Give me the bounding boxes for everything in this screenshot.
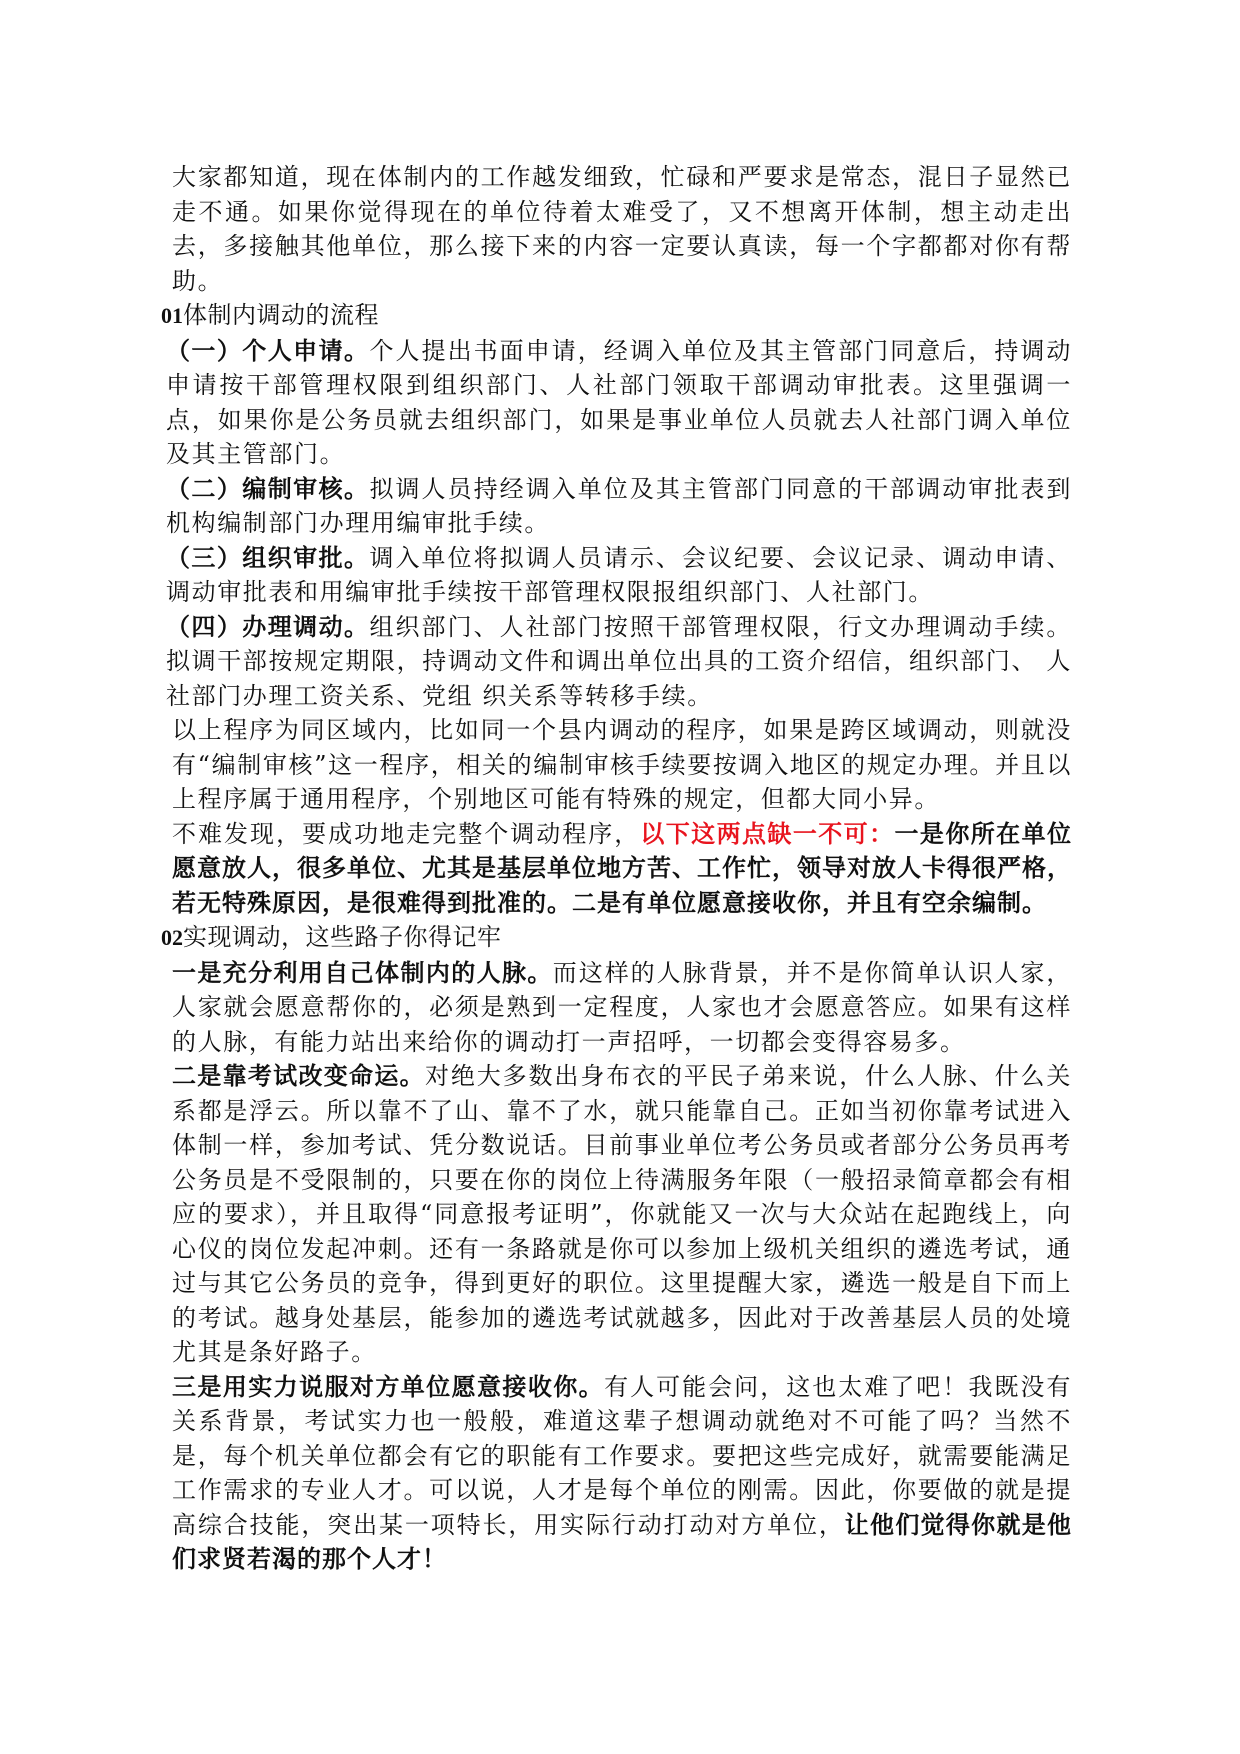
conclusion-paragraph (172, 817, 1072, 921)
step-text: 组织部门、人社部门按照干部管理权限，行文办理调动手续。拟调干部按规定期限，持调动文件和调出单位出具的工资介绍信，组织部门、 人社部门办理工资关系、党组 织关系等转移手续。 (166, 612, 1072, 710)
step-text: 个人提出书面申请，经调入单位及其主管部门同意后，持调动申请按干部管理权限到组织部门、人社部门领取干部调动审批表。这里强调一点，如果你是公务员就去组织部门，如果是事业单位人员就去人社部门调入单位及其主管部门。 (166, 336, 1072, 468)
method-text: 而这样的人脉背景，并不是你简单认识人家，人家就会愿意帮你的，必须是熟到一定程度，人家也才会愿意答应。如果有这样的人脉，有能力站出来给你的调动打一声招呼，一切都会变得容易多。 (172, 958, 1072, 1056)
step-label: （四）办理调动。 (166, 612, 370, 641)
section-heading-2 (161, 920, 1072, 956)
method-text: 对绝大多数出身布衣的平民子弟来说，什么人脉、什么关系都是浮云。所以靠不了山、靠不了水，就只能靠自己。正如当初你靠考试进入体制一样，参加考试、凭分数说话。目前事业单位考公务员或者部分公务员再考公务员是不受限制的，只要在你的岗位上待满服务年限（一般招录简章都会有相应的要求），并且取得“同意报考证明”，你就能又一次与大众站在起跑线上，向心仪的岗位发起冲刺。还有一条路就是你可以参加上级机关组织的遴选考试，通过与其它公务员的竞争，得到更好的职位。这里提醒大家，遴选一般是自下而上的考试。越身处基层，能参加的遴选考试就越多，因此对于改善基层人员的处境尤其是条好路子。 (172, 1062, 1073, 1366)
conclusion-plain: 不难发现，要成功地走完整个调动程序， (172, 819, 641, 848)
method-paragraph (172, 1370, 1072, 1577)
method-closing: 让他们觉得你就是他们求贤若渴的那个人才！ (172, 1510, 1072, 1573)
method-label: 三是用实力说服对方单位愿意接收你。 (172, 1372, 605, 1401)
section-title: 体制内调动的流程 (183, 301, 379, 329)
note-paragraph: 以上程序为同区域内，比如同一个县内调动的程序，如果是跨区域调动，则就没有“编制审核”这一程序，相关的编制审核手续要按调入地区的规定办理。并且以上程序属于通用程序，个别地区可能有特殊的规定，但都大同小异。 (172, 716, 1072, 813)
step-paragraph (166, 541, 1072, 610)
section-number: 02 (161, 925, 183, 950)
step-paragraph (166, 334, 1072, 472)
document-page (161, 160, 1073, 1577)
step-label: （二）编制审核。 (166, 474, 370, 503)
step-text: 调入单位将拟调人员请示、会议纪要、会议记录、调动申请、调动审批表和用编审批手续按干部管理权限报组织部门、人社部门。 (166, 543, 1072, 606)
section-heading-1 (161, 298, 1072, 334)
intro-paragraph: 大家都知道，现在体制内的工作越发细致，忙碌和严要求是常态，混日子显然已走不通。如果你觉得现在的单位待着太难受了，又不想离开体制，想主动走出去，多接触其他单位，那么接下来的内容一定要认真读，每一个字都都对你有帮助。 (172, 163, 1072, 295)
step-paragraph (166, 472, 1072, 541)
method-label: 二是靠考试改变命运。 (172, 1062, 425, 1090)
method-paragraph (172, 956, 1072, 1060)
section-title: 实现调动，这些路子你得记牢 (183, 923, 502, 951)
method-paragraph (172, 1059, 1072, 1370)
step-paragraph (166, 610, 1072, 714)
method-label: 一是充分利用自己体制内的人脉。 (172, 958, 553, 987)
conclusion-highlight: 以下这两点缺一不可： (640, 819, 895, 848)
method-text: 有人可能会问，这也太难了吧！我既没有关系背景，考试实力也一般般，难道这辈子想调动就绝对不可能了吗？当然不是，每个机关单位都会有它的职能有工作要求。要把这些完成好，就需要能满足工作需求的专业人才。可以说，人才是每个单位的刚需。因此，你要做的就是提高综合技能，突出某一项特长，用实际行动打动对方单位， (172, 1372, 1072, 1539)
conclusion-bold: 一是你所在单位愿意放人，很多单位、尤其是基层单位地方苦、工作忙，领导对放人卡得很严格，若无特殊原因，是很难得到批准的。二是有单位愿意接收你，并且有空余编制。 (172, 819, 1073, 917)
step-text: 拟调人员持经调入单位及其主管部门同意的干部调动审批表到机构编制部门办理用编审批手续。 (166, 474, 1072, 537)
section-number: 01 (161, 303, 183, 328)
step-label: （三）组织审批。 (166, 543, 370, 572)
step-label: （一）个人申请。 (166, 336, 370, 365)
